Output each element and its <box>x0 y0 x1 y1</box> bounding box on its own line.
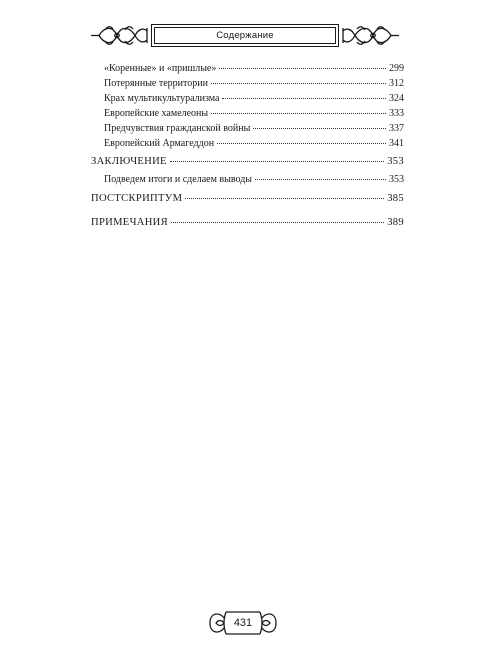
toc-chapter-conclusion <box>91 156 404 169</box>
toc-entry-page: 337 <box>389 123 404 134</box>
toc-entry <box>104 108 404 121</box>
dot-leader <box>253 128 386 129</box>
toc-chapter-title: ПРИМЕЧАНИЯ <box>91 217 168 228</box>
toc-entry-page: 324 <box>389 93 404 104</box>
toc-entry <box>104 93 404 106</box>
toc-entry <box>104 63 404 76</box>
toc-chapter-title: ПОСТСКРИПТУМ <box>91 193 183 204</box>
toc-entry-title: Европейский Армагеддон <box>104 138 215 149</box>
toc-chapter-title: ЗАКЛЮЧЕНИЕ <box>91 156 167 167</box>
page-footer <box>206 608 280 638</box>
toc-chapter-page: 353 <box>387 156 404 167</box>
dot-leader <box>211 113 386 114</box>
toc-entry-title: Предчувствия гражданской войны <box>104 123 251 134</box>
dot-leader <box>171 222 384 223</box>
toc-entry-page: 353 <box>389 174 404 185</box>
dot-leader <box>185 198 384 199</box>
dot-leader <box>222 98 386 99</box>
toc-entry-page: 312 <box>389 78 404 89</box>
dot-leader <box>255 179 386 180</box>
toc-entry <box>104 78 404 91</box>
toc-entry <box>104 174 404 187</box>
toc-entry-title: Потерянные территории <box>104 78 208 89</box>
dot-leader <box>170 161 384 162</box>
toc-chapter-postscript <box>91 193 404 206</box>
dot-leader <box>219 68 386 69</box>
page-number: 431 <box>233 617 253 629</box>
toc-chapter-notes <box>91 217 404 230</box>
header-title: Содержание <box>216 30 274 41</box>
toc-entry-page: 333 <box>389 108 404 119</box>
toc-entry <box>104 138 404 151</box>
toc-entry-page: 299 <box>389 63 404 74</box>
toc-chapter-page: 389 <box>387 217 404 228</box>
toc-entry-page: 341 <box>389 138 404 149</box>
toc-entry-title: Европейские хамелеоны <box>104 108 209 119</box>
toc-entry-title: «Коренные» и «пришлые» <box>104 63 217 74</box>
toc-entry <box>104 123 404 136</box>
toc-chapter-page: 385 <box>387 193 404 204</box>
toc-entry-title: Крах мультикультурализма <box>104 93 220 104</box>
dot-leader <box>217 143 386 144</box>
toc-entry-title: Подведем итоги и сделаем выводы <box>104 174 253 185</box>
dot-leader <box>211 83 386 84</box>
